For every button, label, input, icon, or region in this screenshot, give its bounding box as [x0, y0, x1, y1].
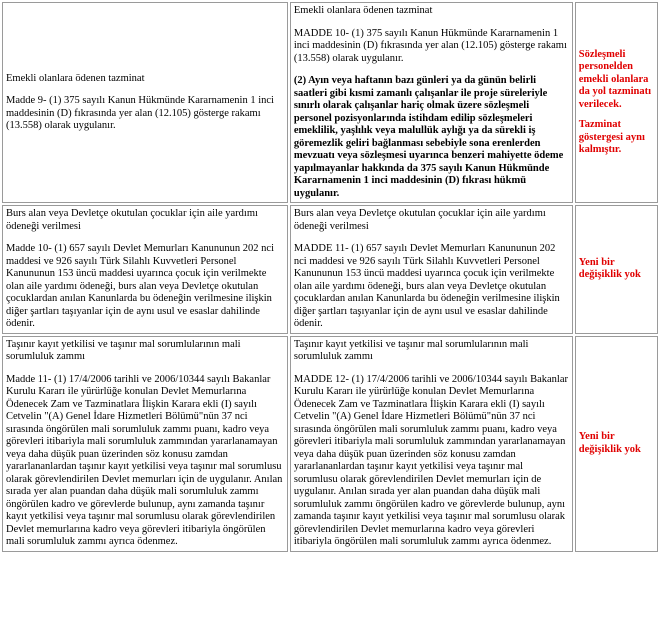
change-note-cell — [575, 205, 658, 334]
table-row — [2, 2, 658, 203]
new-text-cell — [290, 336, 573, 552]
old-text-cell — [2, 2, 288, 203]
change-note-cell — [575, 2, 658, 203]
new-text-cell — [290, 2, 573, 203]
article-title: Emekli olanlara ödenen tazminat — [293, 5, 433, 16]
article-title: Burs alan veya Devletçe okutulan çocuklar için aile yardımı ödeneği verilmesi — [293, 208, 546, 232]
article-text: MADDE 10- (1) 375 sayılı Kanun Hükmünde Kararnamenin 1 inci maddesinin (D) fıkrasında yer alan (12.105) gösterge rakamı (13.558) olarak uygulanır. — [293, 27, 567, 64]
article-added-text: (2) Ayın veya haftanın bazı günleri ya da günün belirli saatleri gibi kısmi zamanlı çalışanlar ile proje süreleriyle sınırlı olarak çalışanlar hariç olmak üzere sözleşmeli personel pozisyonlarında istihdam edilip sözleşmeleri emeklilik, yaşlılık veya malullük aylığı ya da sürekli iş göremezlik geliri bağlanması sebebiyle sona erenlerden mevzuatı veya sözleşmesi uyarınca benzeri mahiyette ödeme yapılmayanlar hakkında da 375 sayılı Kanun Hükmünde Kararnamenin 1 inci maddesinin (D) fıkrası hükmü uygulanır. — [293, 75, 564, 199]
article-title: Taşınır kayıt yetkilisi ve taşınır mal sorumlularının mali sorumluluk zammı — [6, 338, 241, 362]
article-text: Madde 9- (1) 375 sayılı Kanun Hükmünde Kararnamenin 1 inci maddesinin (D) fıkrasında yer alan (12.105) gösterge rakamı (13.558) olarak uygulanır. — [6, 95, 274, 131]
article-text: Madde 11- (1) 17/4/2006 tarihli ve 2006/10344 sayılı Bakanlar Kurulu Kararı ile yürürlüğe konulan Devlet Memurlarına Ödenecek Zam ve Tazminatlara İlişkin Karara ekli (I) sayılı Cetvelin "(A) Genel İdare Hizmetleri Bölümü"nün 37 nci sırasında öngörülen mali sorumluluk zammı puanı, kadro veya görevleri itibariyla mali sorumluluk zammından yararlanamayan veya daha düşük puan üzerinden söz konusu zamdan yararlananlardan taşınır kayıt yetkilisi veya taşınır mal sorumlusu olarak görevlendirilen Devlet memurları için de uygulanır. Anılan sırada yer alan puandan daha düşük mali sorumluluk zammı öngörülen kadro ve görevlerde bulunup, aynı zamanda taşınır kayıt yetkilisi veya taşınır mal sorumlusu olarak görevlendirilen Devlet memurlarına kadro veya görevleri itibariyla öngörülen mali sorumluluk zammı ayrıca ödenmez. — [6, 373, 283, 547]
article-title: Emekli olanlara ödenen tazminat — [6, 72, 145, 84]
new-text-cell — [290, 205, 573, 334]
article-text: MADDE 11- (1) 657 sayılı Devlet Memurları Kanununun 202 nci maddesi ve 926 sayılı Türk Silahlı Kuvvetleri Personel Kanununun 153 üncü maddesi uyarınca çocuk için verilmekte olan aile yardımı ödeneği, burs alan veya Devletçe okutulan çocuklardan anılan Kanunlarda bu ödeneğin verilmesine ilişkin diğer şartları taşıyanlar için de aynı usul ve esaslar dahilinde ödenir. — [293, 243, 560, 329]
change-note: Sözleşmeli personelden emekli olanlara da yol tazminatı verilecek. — [578, 48, 652, 110]
table-row — [2, 336, 658, 552]
article-text: MADDE 12- (1) 17/4/2006 tarihli ve 2006/10344 sayılı Bakanlar Kurulu Kararı ile yürürlüğe konulan Devlet Memurlarına Ödenecek Zam ve Tazminatlara İlişkin Karara ekli (I) sayılı Cetvelin "(A) Genel İdare Hizmetleri Bölümü"nün 37 nci sırasında öngörülen mali sorumluluk zammı puanı, kadro veya görevleri itibariyla mali sorumluluk zammından yararlanamayan veya daha düşük puan üzerinden söz konusu zamdan yararlananlardan taşınır kayıt yetkilisi veya taşınır mal sorumlusu olarak görevlendirilen Devlet memurları için de uygulanır. Anılan sırada yer alan puandan daha düşük mali sorumluluk zammı öngörülen kadro ve görevlerde bulunup, aynı zamanda taşınır kayıt yetkilisi veya taşınır mal sorumlusu olarak görevlendirilen Devlet memurlarına kadro veya görevleri itibariyla öngörülen mali sorumluluk zammı ayrıca ödenmez. — [293, 373, 568, 547]
change-note-cell — [575, 336, 658, 552]
old-text-cell — [2, 205, 288, 334]
change-note: Yeni bir değişiklik yok — [578, 256, 641, 281]
table-row — [2, 205, 658, 334]
change-note: Yeni bir değişiklik yok — [578, 431, 641, 455]
old-text-cell — [2, 336, 288, 552]
article-title: Taşınır kayıt yetkilisi ve taşınır mal sorumlularının mali sorumluluk zammı — [293, 338, 529, 362]
article-text: Madde 10- (1) 657 sayılı Devlet Memurları Kanununun 202 nci maddesi ve 926 sayılı Türk Silahlı Kuvvetleri Personel Kanununun 153 üncü maddesi uyarınca çocuk için verilmekte olan aile yardımı ödeneği, burs alan veya Devletçe okutulan çocuklardan anılan Kanunlarda bu ödeneğin verilmesine ilişkin diğer şartları taşıyanlar için de aynı usul ve esaslar dahilinde ödenir. — [6, 243, 274, 329]
article-title: Burs alan veya Devletçe okutulan çocuklar için aile yardımı ödeneği verilmesi — [6, 208, 258, 232]
change-note: Tazminat göstergesi aynı kalmıştır. — [578, 119, 645, 155]
